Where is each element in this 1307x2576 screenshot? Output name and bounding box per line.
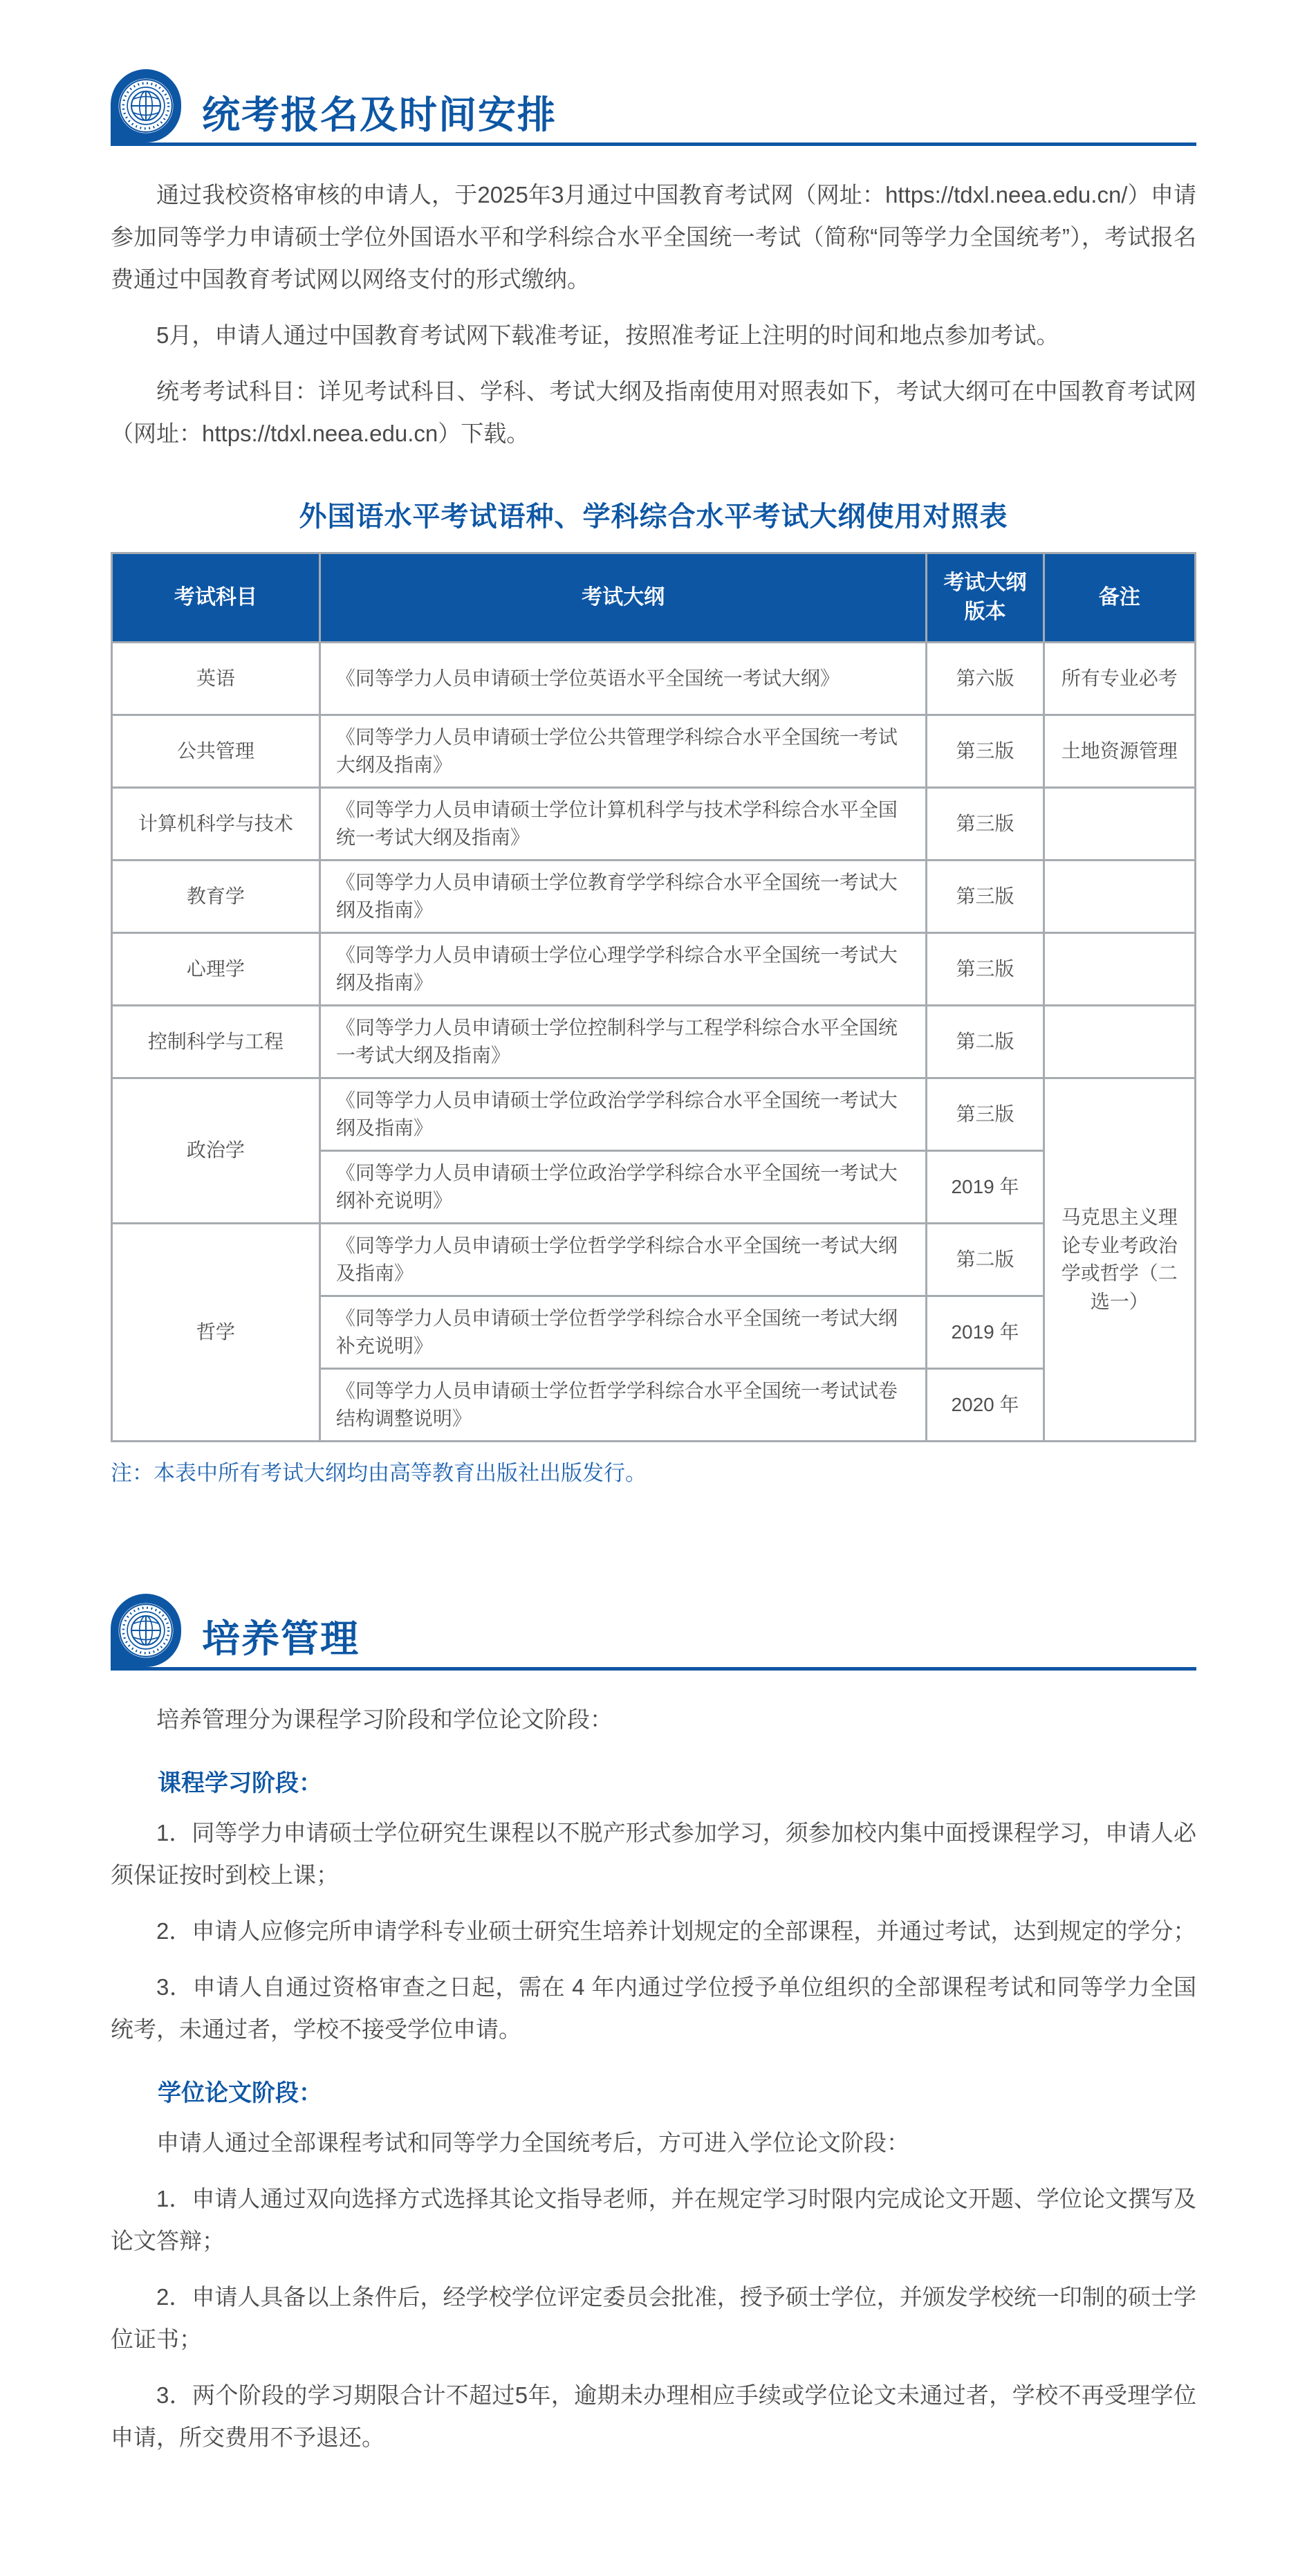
version-cell: 第三版 [927, 861, 1044, 933]
university-logo-bubble [111, 69, 181, 142]
subject-cell: 政治学 [112, 1078, 320, 1224]
version-cell: 第二版 [927, 1224, 1044, 1296]
subject-cell: 教育学 [112, 861, 320, 933]
sub-heading-thesis-phase: 学位论文阶段： [158, 2080, 322, 2107]
paragraph: 培养管理分为课程学习阶段和学位论文阶段： [156, 1706, 613, 1732]
outline-cell: 《同等学力人员申请硕士学位哲学学科综合水平全国统一考试试卷结构调整说明》 [319, 1369, 927, 1442]
column-header-remark: 备注 [1044, 553, 1195, 643]
table-row [112, 1078, 1196, 1151]
list-item: 1．申请人通过双向选择方式选择其论文指导老师，并在规定学习时限内完成论文开题、学位论文撰写及论文答辩； [111, 2186, 1196, 2254]
version-cell: 第三版 [927, 1078, 1044, 1151]
column-header-outline: 考试大纲 [319, 553, 927, 643]
version-cell: 第三版 [927, 933, 1044, 1006]
remark-cell-empty [1044, 933, 1195, 1006]
exam-outline-table [111, 552, 1196, 1442]
table-row [112, 788, 1196, 861]
outline-cell: 《同等学力人员申请硕士学位哲学学科综合水平全国统一考试大纲补充说明》 [319, 1296, 927, 1369]
paragraph: 通过我校资格审核的申请人，于2025年3月通过中国教育考试网（网址：https://tdxl.neea.edu.cn/）申请参加同等学力申请硕士学位外国语水平和学科综合水平全国统一考试（简称“同等学力全国统考”），考试报名费通过中国教育考试网以网络支付的形式缴纳。 [111, 182, 1196, 293]
version-cell: 第六版 [927, 643, 1044, 715]
table-header-row [112, 553, 1196, 643]
table-row [112, 861, 1196, 933]
subject-cell: 计算机科学与技术 [112, 788, 320, 861]
table-row [112, 643, 1196, 715]
paragraph: 统考考试科目：详见考试科目、学科、考试大纲及指南使用对照表如下，考试大纲可在中国教育考试网（网址：https://tdxl.neea.edu.cn）下载。 [111, 378, 1196, 447]
list-item: 3．两个阶段的学习期限合计不超过5年，逾期未办理相应手续或学位论文未通过者，学校不再受理学位申请，所交费用不予退还。 [111, 2382, 1196, 2451]
table-row [112, 933, 1196, 1006]
university-seal-icon [117, 77, 175, 135]
list-item: 3．申请人自通过资格审查之日起，需在 4 年内通过学位授予单位组织的全部课程考试和同等学力全国统考，未通过者，学校不接受学位申请。 [111, 1974, 1196, 2043]
subject-cell: 控制科学与工程 [112, 1006, 320, 1078]
subject-cell: 哲学 [112, 1224, 320, 1442]
outline-cell: 《同等学力人员申请硕士学位政治学学科综合水平全国统一考试大纲及指南》 [319, 1078, 927, 1151]
section-header-exam-registration [111, 69, 1196, 146]
outline-cell: 《同等学力人员申请硕士学位教育学学科综合水平全国统一考试大纲及指南》 [319, 861, 927, 933]
sub-heading-course-phase: 课程学习阶段： [158, 1769, 322, 1796]
list-item: 1．同等学力申请硕士学位研究生课程以不脱产形式参加学习，须参加校内集中面授课程学习，申请人必须保证按时到校上课； [111, 1819, 1196, 1888]
page-title: 统考报名及时间安排 [202, 93, 557, 136]
version-cell: 2019 年 [927, 1296, 1044, 1369]
version-cell: 第二版 [927, 1006, 1044, 1078]
version-cell: 2020 年 [927, 1369, 1044, 1442]
table-row [112, 715, 1196, 788]
section-exam-registration [111, 69, 1196, 1490]
table-row [112, 1006, 1196, 1078]
column-header-subject: 考试科目 [112, 553, 320, 643]
version-cell: 2019 年 [927, 1151, 1044, 1224]
outline-cell: 《同等学力人员申请硕士学位政治学学科综合水平全国统一考试大纲补充说明》 [319, 1151, 927, 1224]
outline-cell: 《同等学力人员申请硕士学位心理学学科综合水平全国统一考试大纲及指南》 [319, 933, 927, 1006]
outline-cell: 《同等学力人员申请硕士学位公共管理学科综合水平全国统一考试大纲及指南》 [319, 715, 927, 788]
list-item: 2．申请人应修完所申请学科专业硕士研究生培养计划规定的全部课程，并通过考试，达到规定的学分； [156, 1917, 1196, 1944]
remark-cell-empty [1044, 861, 1195, 933]
table-row [112, 1224, 1196, 1296]
table-note: 注：本表中所有考试大纲均由高等教育出版社出版发行。 [111, 1461, 647, 1486]
remark-cell-empty [1044, 788, 1195, 861]
outline-cell: 《同等学力人员申请硕士学位哲学学科综合水平全国统一考试大纲及指南》 [319, 1224, 927, 1296]
column-header-version: 考试大纲版本 [927, 553, 1044, 643]
outline-cell: 《同等学力人员申请硕士学位控制科学与工程学科综合水平全国统一考试大纲及指南》 [319, 1006, 927, 1078]
page-title: 培养管理 [202, 1617, 360, 1661]
outline-cell: 《同等学力人员申请硕士学位计算机科学与技术学科综合水平全国统一考试大纲及指南》 [319, 788, 927, 861]
remark-cell-empty [1044, 1006, 1195, 1078]
paragraph: 申请人通过全部课程考试和同等学力全国统考后，方可进入学位论文阶段： [156, 2130, 909, 2156]
university-seal-icon [117, 1601, 175, 1659]
table-title: 外国语水平考试语种、学科综合水平考试大纲使用对照表 [299, 502, 1008, 533]
subject-cell: 英语 [112, 643, 320, 715]
remark-cell: 所有专业必考 [1044, 643, 1195, 715]
paragraph: 5月，申请人通过中国教育考试网下载准考证，按照准考证上注明的时间和地点参加考试。 [156, 322, 1059, 349]
university-logo-bubble [111, 1594, 181, 1667]
subject-cell: 心理学 [112, 933, 320, 1006]
section-header-training-management [111, 1594, 1196, 1671]
version-cell: 第三版 [927, 788, 1044, 861]
version-cell: 第三版 [927, 715, 1044, 788]
list-item: 2．申请人具备以上条件后，经学校学位评定委员会批准，授予硕士学位，并颁发学校统一印制的硕士学位证书； [111, 2284, 1196, 2353]
remark-cell: 土地资源管理 [1044, 715, 1195, 788]
outline-cell: 《同等学力人员申请硕士学位英语水平全国统一考试大纲》 [319, 643, 927, 715]
subject-cell: 公共管理 [112, 715, 320, 788]
remark-cell-merged: 马克思主义理论专业考政治学或哲学（二选一） [1044, 1078, 1195, 1442]
